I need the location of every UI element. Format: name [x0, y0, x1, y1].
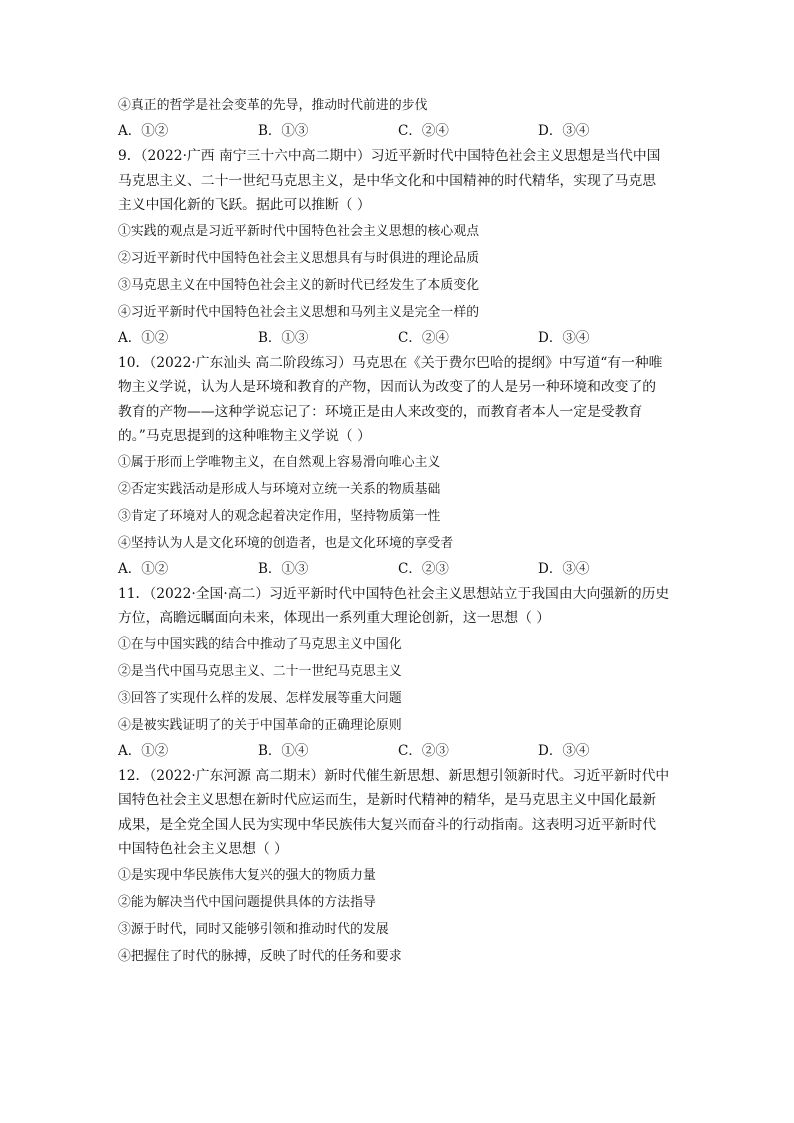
q11-answer-row: [118, 739, 678, 764]
q10-stem-line: 教育的产物——这种学说忘记了：环境正是由人来改变的，而教育者本人一定是受教育: [118, 403, 643, 420]
q9-answer-row: [118, 326, 678, 351]
question-9: [118, 144, 678, 351]
q11-stem-line: 方位，高瞻远瞩面向未来，体现出一系列重大理论创新，这一思想（ ）: [118, 610, 551, 626]
q9-option-2: ②习近平新时代中国特色社会主义思想具有与时俱进的理论品质: [118, 250, 480, 266]
question-content: [118, 92, 678, 970]
q8-answer-c: C．②④: [398, 123, 449, 139]
q12-option-4: ④把握住了时代的脉搏，反映了时代的任务和要求: [118, 948, 402, 964]
q12-option-1: ①是实现中华民族伟大复兴的强大的物质力量: [118, 867, 376, 883]
q11-answer-b: B．①④: [258, 742, 309, 759]
q10-stem-line: 物主义学说，认为人是环境和教育的产物，因而认为改变了的人是另一种环境和改变了的: [118, 379, 657, 395]
q9-stem-line: 9．（2022·广西 南宁三十六中高二期中）习近平新时代中国特色社会主义思想是当代中国: [118, 148, 661, 164]
q8-option-4: ④真正的哲学是社会变革的先导，推动时代前进的步伐: [118, 98, 428, 113]
q8-answer-b: B．①③: [258, 123, 309, 139]
q9-option-1: ①实践的观点是习近平新时代中国特色社会主义思想的核心观点: [118, 223, 480, 239]
q9-answer-d: D．③④: [538, 329, 590, 346]
q11-option-3: ③回答了实现什么样的发展、怎样发展等重大问题: [118, 690, 402, 706]
q10-option-2: ②否定实践活动是形成人与环境对立统一关系的物质基础: [118, 481, 441, 497]
q11-answer-c: C．②③: [398, 742, 449, 759]
q12-stem-line: 12．（2022·广东河源 高二期末）新时代催生新思想、新思想引领新时代。习近平新时代中: [118, 767, 670, 784]
q10-stem-line: 的。”马克思提到的这种唯物主义学说（ ）: [118, 428, 371, 444]
q10-answer-d: D．③④: [538, 560, 590, 577]
q10-answer-row: [118, 557, 678, 582]
q9-stem-line: 主义中国化新的飞跃。据此可以推断（ ）: [118, 197, 371, 213]
q10-answer-b: B．①③: [258, 560, 309, 577]
q9-answer-a: A．①②: [118, 329, 169, 346]
q9-answer-c: C．②④: [398, 329, 449, 346]
q9-answer-b: B．①③: [258, 329, 309, 346]
q11-answer-d: D．③④: [538, 742, 590, 759]
q10-answer-c: C．②③: [398, 560, 449, 577]
q11-option-1: ①在与中国实践的结合中推动了马克思主义中国化: [118, 636, 402, 652]
q11-stem-line: 11．（2022·全国·高二）习近平新时代中国特色社会主义思想站立于我国由大向强新的历史: [118, 585, 670, 602]
q11-option-2: ②是当代中国马克思主义、二十一世纪马克思主义: [118, 663, 402, 679]
q12-option-3: ③源于时代，同时又能够引领和推动时代的发展: [118, 921, 389, 937]
q10-answer-a: A．①②: [118, 560, 169, 577]
q10-option-3: ③肯定了环境对人的观念起着决定作用，坚持物质第一性: [118, 508, 441, 524]
q12-stem-line: 成果，是全党全国人民为实现中华民族伟大复兴而奋斗的行动指南。这表明习近平新时代: [118, 816, 657, 833]
question-11: [118, 582, 678, 764]
q9-option-3: ③马克思主义在中国特色社会主义的新时代已经发生了本质变化: [118, 277, 480, 293]
question-10: [118, 351, 678, 582]
q9-stem-line: 马克思主义、二十一世纪马克思主义，是中华文化和中国精神的时代精华，实现了马克思: [118, 172, 657, 189]
question-12: [118, 764, 678, 970]
q12-option-2: ②能为解决当代中国问题提供具体的方法指导: [118, 894, 376, 910]
q10-option-4: ④坚持认为人是文化环境的创造者，也是文化环境的享受者: [118, 535, 454, 551]
q11-answer-a: A．①②: [118, 742, 169, 759]
q9-option-4: ④习近平新时代中国特色社会主义思想和马列主义是完全一样的: [118, 304, 480, 320]
q10-option-1: ①属于形而上学唯物主义，在自然观上容易滑向唯心主义: [118, 454, 441, 470]
q10-stem-line: 10．（2022·广东汕头 高二阶段练习）马克思在《关于费尔巴哈的提纲》中写道“有一种唯: [118, 354, 663, 371]
q12-stem-line: 国特色社会主义思想在新时代应运而生，是新时代精神的精华，是马克思主义中国化最新: [118, 792, 657, 808]
q12-stem-line: 中国特色社会主义思想（ ）: [118, 841, 288, 857]
q8-answer-d: D．③④: [538, 123, 590, 139]
q8-answer-row: [118, 119, 678, 144]
q11-option-4: ④是被实践证明了的关于中国革命的正确理论原则: [118, 717, 402, 733]
q8-answer-a: A．①②: [118, 123, 169, 139]
